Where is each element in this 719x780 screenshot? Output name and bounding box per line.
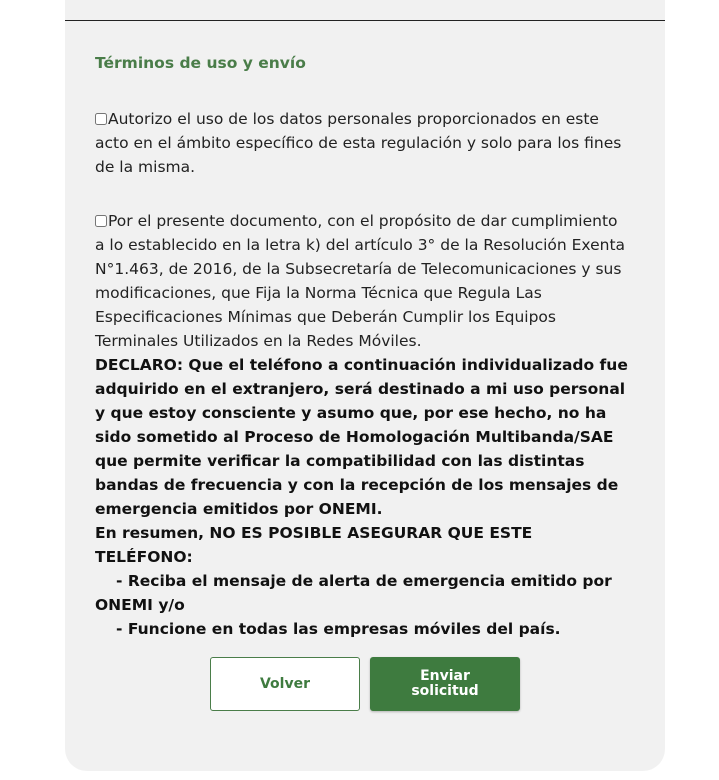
- summary: [95, 521, 635, 641]
- back-button[interactable]: Volver: [210, 657, 360, 711]
- personal-data-text: Autorizo el uso de los datos personales proporcionados en este acto en el ámbito específico de esta regulación y solo para los fines de la misma.: [95, 110, 622, 176]
- declaration-checkbox[interactable]: [95, 215, 107, 227]
- submit-button[interactable]: Enviar solicitud: [370, 657, 520, 711]
- declaration-text: DECLARO: Que el teléfono a continuación individualizado fue adquirido en el extranjero, será destinado a mi uso personal y que estoy consciente y asumo que, por ese hecho, no ha sido sometido al Proceso de Homologación Multibanda/SAE que permite verificar la compatibilidad con las distintas bandas de frecuencia y con la recepción de los mensajes de emergencia emitidos por ONEMI.: [95, 356, 628, 518]
- personal-data-checkbox[interactable]: [95, 113, 107, 125]
- summary-item: - Reciba el mensaje de alerta de emergencia emitido por ONEMI y/o: [95, 572, 612, 614]
- consent-personal-data: [95, 107, 631, 179]
- section-title: Términos de uso y envío: [95, 54, 306, 72]
- terms-card: [65, 0, 665, 771]
- summary-item: - Funcione en todas las empresas móviles del país.: [116, 620, 561, 638]
- summary-intro: En resumen, NO ES POSIBLE ASEGURAR QUE ESTE TELÉFONO:: [95, 524, 533, 566]
- consent-declaration: [95, 209, 631, 353]
- declaration-consent-text: Por el presente documento, con el propósito de dar cumplimiento a lo establecido en la letra k) del artículo 3° de la Resolución Exenta N°1.463, de 2016, de la Subsecretaría de Telecomunicaciones y sus modificaciones, que Fija la Norma Técnica que Regula Las Especificaciones Mínimas que Deberán Cumplir los Equipos Terminales Utilizados en la Redes Móviles.: [95, 212, 626, 350]
- divider: [65, 20, 665, 21]
